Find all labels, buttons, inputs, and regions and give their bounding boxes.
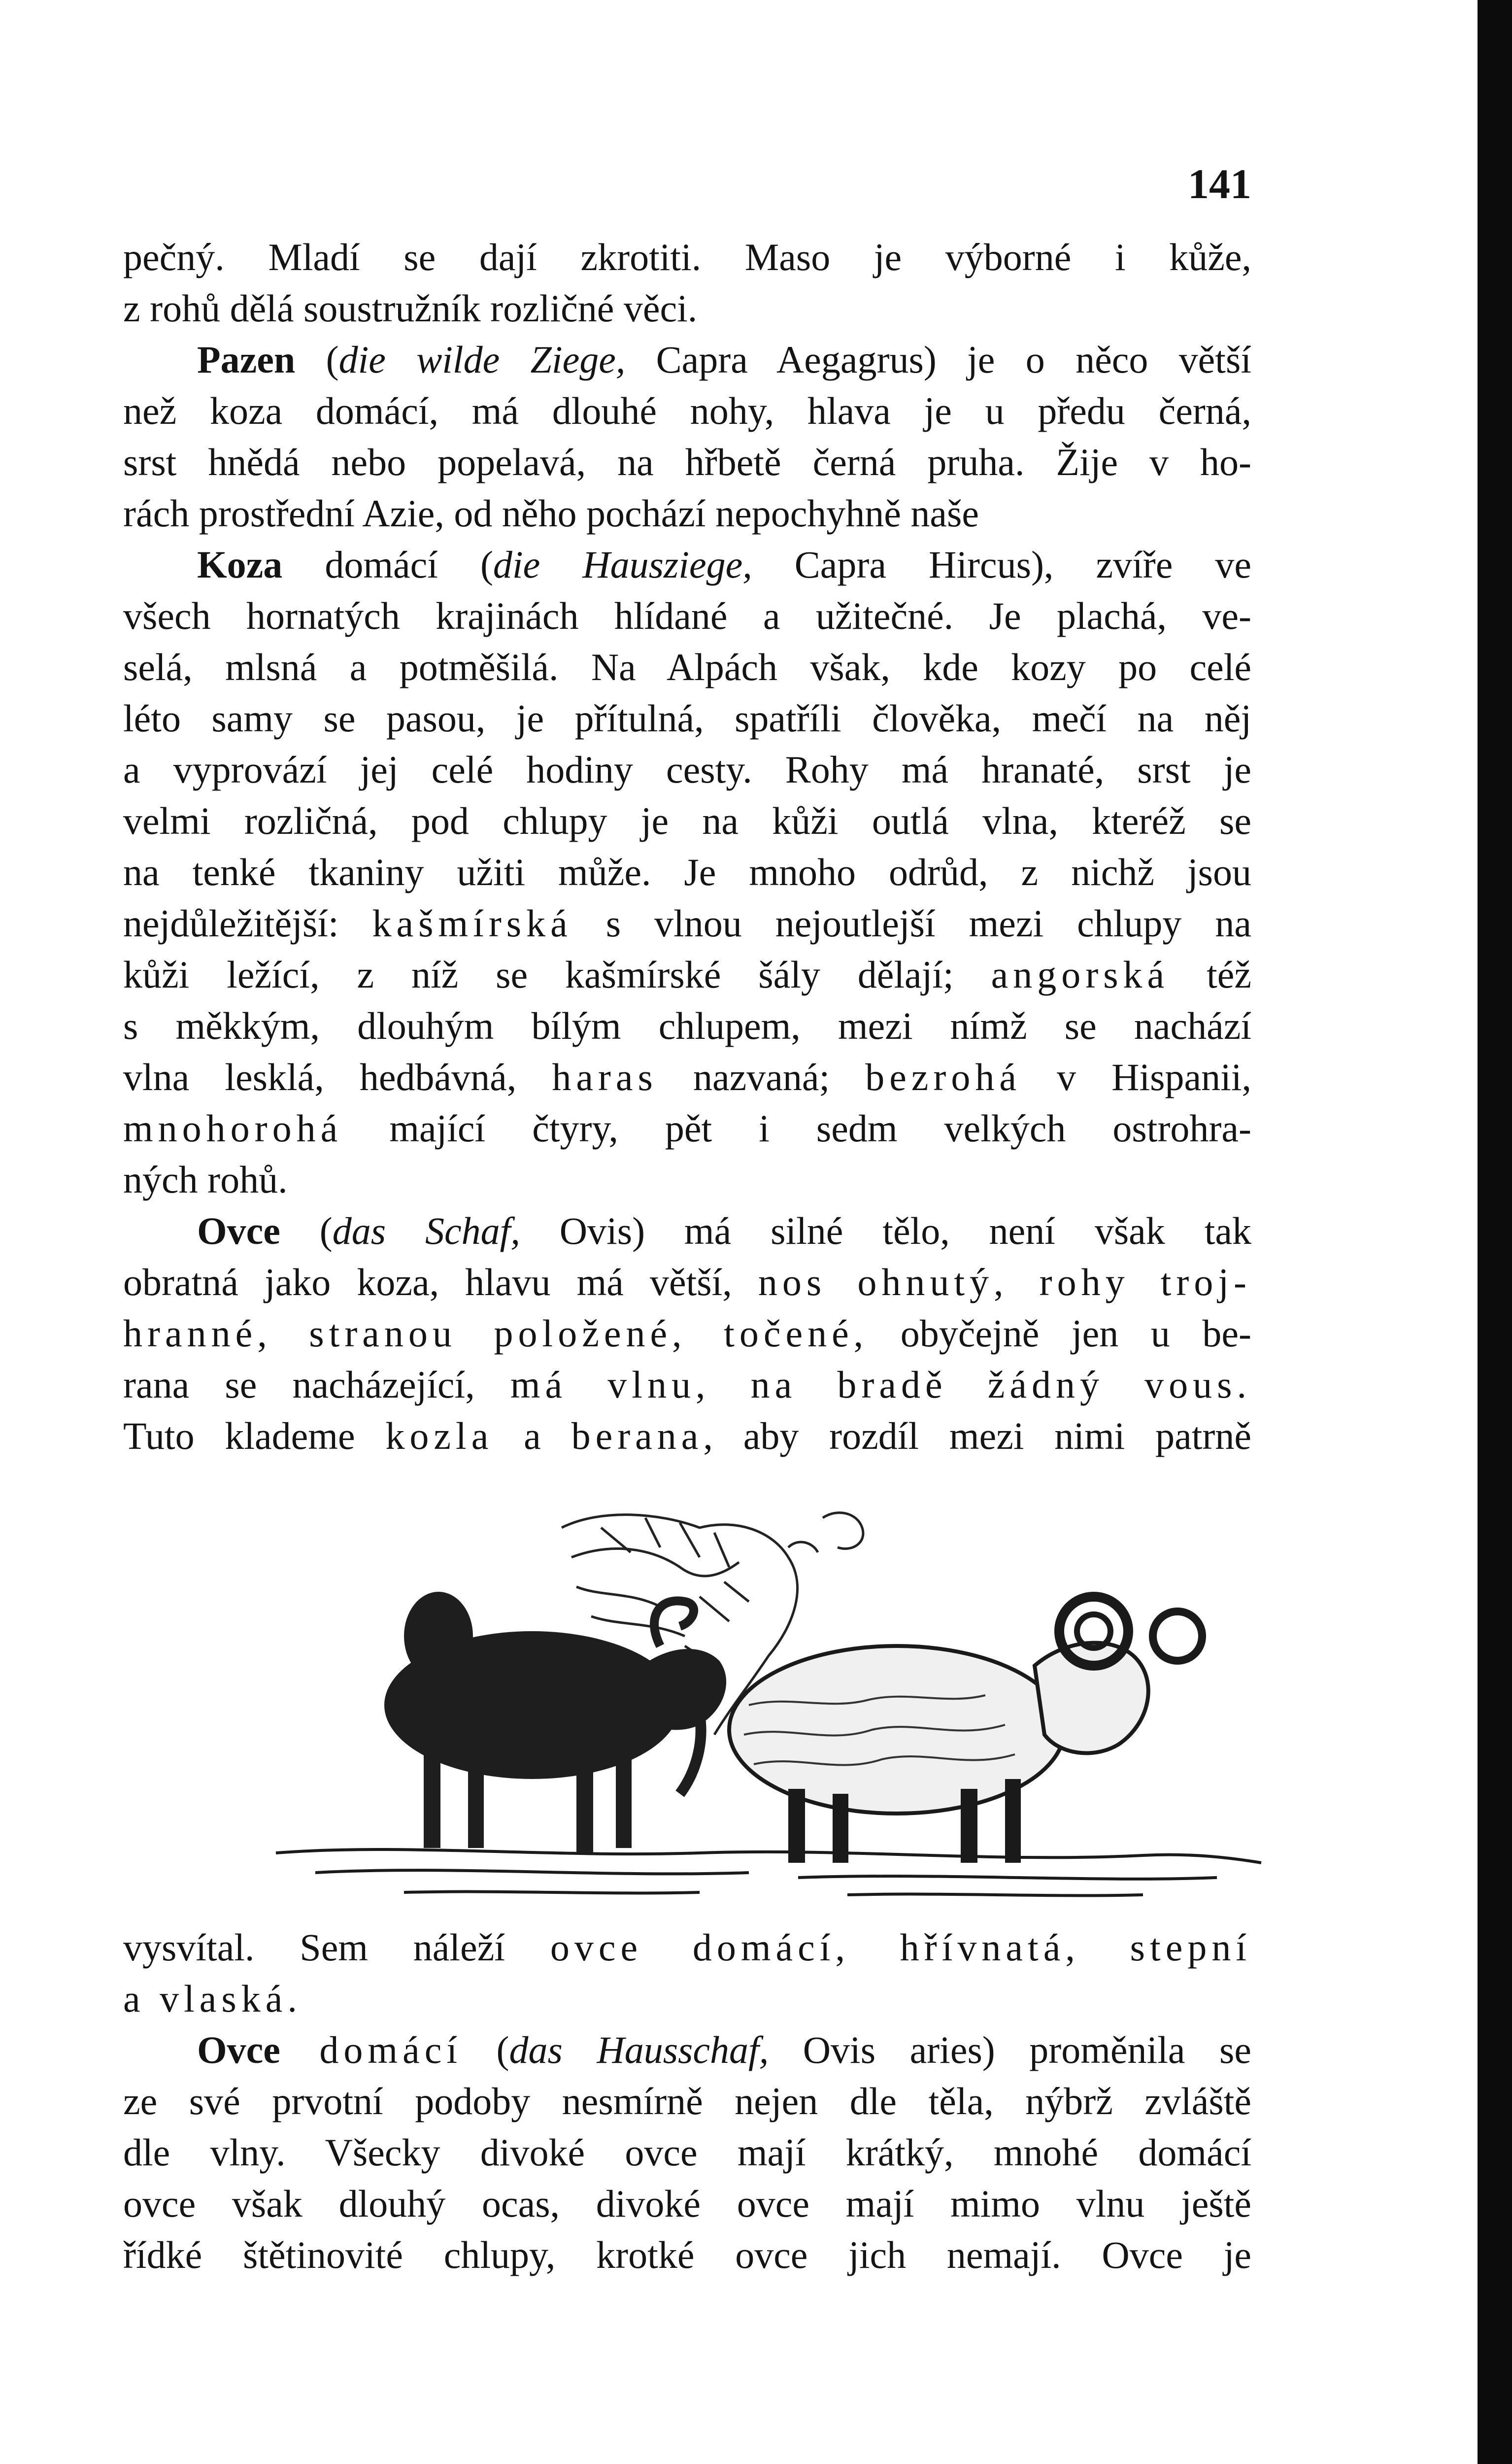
- text-segment: než koza domácí, má dlouhé nohy, hlava je u předu černá,: [123, 389, 1251, 432]
- section-term: Koza: [197, 543, 283, 586]
- text-segment: ovce však dlouhý ocas, divoké ovce mají mimo vlnu ještě: [123, 2182, 1251, 2225]
- text-segment: haras: [552, 1056, 658, 1098]
- text-segment: nazvaná;: [657, 1056, 866, 1098]
- text-segment: mnohorohá: [123, 1107, 343, 1150]
- text-line: [123, 1103, 1251, 1154]
- text-line: [123, 1922, 1251, 1973]
- text-segment: nos ohnutý, rohy troj-: [758, 1261, 1251, 1303]
- ground-line: [276, 1849, 1261, 1895]
- text-segment: domácí (: [282, 543, 493, 586]
- ram-figure: [729, 1597, 1202, 1863]
- text-segment: rana se nacházející,: [123, 1363, 510, 1406]
- text-segment: ovce domácí, hřívnatá, stepní: [550, 1926, 1251, 1969]
- text-segment: velmi rozličná, pod chlupy je na kůži outlá vlna, kteréž se: [123, 799, 1251, 842]
- text-segment: v Hispanii,: [1021, 1056, 1251, 1098]
- text-segment: kozla: [385, 1414, 494, 1457]
- text-segment: Capra Hircus), zvíře ve: [752, 543, 1251, 586]
- text-line: [123, 488, 1251, 539]
- text-line: [123, 232, 1251, 283]
- text-line: [123, 847, 1251, 898]
- text-segment: na tenké tkaniny užiti může. Je mnoho odrůd, z nichž jsou: [123, 851, 1251, 893]
- text-segment: das Schaf,: [332, 1209, 520, 1252]
- text-line: [123, 590, 1251, 642]
- text-segment: pečný. Mladí se dají zkrotiti. Maso je výborné i kůže,: [123, 236, 1251, 278]
- section-term: Pazen: [197, 338, 296, 381]
- text-line: [123, 949, 1251, 1000]
- text-segment: obratná jako koza, hlavu má větší,: [123, 1261, 758, 1303]
- text-line: [123, 2178, 1251, 2229]
- text-segment: rách prostřední Azie, od něho pochází nepochyhně naše: [123, 492, 979, 535]
- text-segment: die wilde Ziege,: [338, 338, 626, 381]
- text-segment: , aby rozdíl mezi nimi patrně: [703, 1414, 1252, 1457]
- text-segment: selá, mlsná a potměšilá. Na Alpách však, kde kozy po celé: [123, 646, 1251, 688]
- text-segment: léto samy se pasou, je přítulná, spatříli člověka, mečí na něj: [123, 697, 1251, 740]
- page-number: 141: [1188, 160, 1251, 207]
- text-line: [123, 2127, 1251, 2178]
- text-segment: (: [462, 2028, 509, 2071]
- text-segment: domácí: [280, 2028, 463, 2071]
- text-line: [123, 334, 1251, 385]
- text-segment: dle vlny. Všecky divoké ovce mají krátký, mnohé domácí: [123, 2131, 1251, 2174]
- text-line: [123, 744, 1251, 795]
- text-line: [123, 539, 1251, 590]
- text-segment: má vlnu, na bradě žádný vous.: [510, 1363, 1251, 1406]
- text-line: [123, 2229, 1251, 2281]
- text-block-lower: [123, 1922, 1251, 2281]
- text-line: [123, 795, 1251, 847]
- text-line: [123, 1205, 1251, 1257]
- goat-and-ram-engraving: [256, 1498, 1281, 1932]
- text-segment: řídké štětinovité chlupy, krotké ovce jich nemají. Ovce je: [123, 2233, 1251, 2276]
- text-segment: (: [280, 1209, 333, 1252]
- text-line: [123, 1257, 1251, 1308]
- text-segment: a vyprovází jej celé hodiny cesty. Rohy má hranaté, srst je: [123, 748, 1251, 791]
- text-line: [123, 693, 1251, 744]
- text-segment: hranné, stranou položené, točené,: [123, 1312, 869, 1355]
- text-segment: Ovis aries) proměnila se: [769, 2028, 1251, 2071]
- text-segment: srst hnědá nebo popelavá, na hřbetě černá pruha. Žije v ho-: [123, 441, 1251, 483]
- section-term: Ovce: [197, 2028, 280, 2071]
- text-segment: kůži ležící, z níž se kašmírské šály dělají;: [123, 953, 991, 996]
- text-segment: berana: [571, 1414, 704, 1457]
- text-line: [123, 1052, 1251, 1103]
- text-segment: a: [493, 1414, 571, 1457]
- text-segment: Capra Aegagrus) je o něco větší: [625, 338, 1251, 381]
- text-segment: bezrohá: [865, 1056, 1022, 1098]
- text-segment: angorská: [991, 953, 1170, 996]
- text-segment: mající čtyry, pět i sedm velkých ostrohra-: [342, 1107, 1251, 1150]
- text-line: [123, 1973, 1251, 2024]
- text-segment: das Hausschaf,: [509, 2028, 769, 2071]
- text-line: [123, 642, 1251, 693]
- text-line: [123, 1154, 1251, 1205]
- text-line: [123, 898, 1251, 949]
- text-line: [123, 2024, 1251, 2076]
- text-line: [123, 437, 1251, 488]
- text-block-upper: [123, 232, 1251, 1462]
- text-segment: vlna lesklá, hedbávná,: [123, 1056, 552, 1098]
- text-line: [123, 2076, 1251, 2127]
- text-line: [123, 1308, 1251, 1359]
- text-segment: s měkkým, dlouhým bílým chlupem, mezi nímž se nachází: [123, 1004, 1251, 1047]
- text-segment: ných rohů.: [123, 1158, 288, 1201]
- text-segment: vysvítal. Sem náleží: [123, 1926, 550, 1969]
- text-line: [123, 385, 1251, 437]
- text-segment: ze své prvotní podoby nesmírně nejen dle těla, nýbrž zvláště: [123, 2080, 1251, 2122]
- text-segment: (: [295, 338, 339, 381]
- section-term: Ovce: [197, 1209, 280, 1252]
- text-line: [123, 1410, 1251, 1462]
- text-segment: Ovis) má silné tělo, není však tak: [520, 1209, 1251, 1252]
- goat-figure: [384, 1592, 726, 1853]
- text-segment: Tuto klademe: [123, 1414, 386, 1457]
- text-line: [123, 283, 1251, 334]
- text-line: [123, 1000, 1251, 1052]
- text-segment: a vlaská.: [123, 1977, 302, 2020]
- text-segment: též: [1169, 953, 1251, 996]
- text-segment: kašmírská: [372, 902, 572, 945]
- text-segment: s vlnou nejoutlejší mezi chlupy na: [572, 902, 1252, 945]
- text-segment: všech hornatých krajinách hlídané a užitečné. Je plachá, ve-: [123, 594, 1251, 637]
- text-segment: obyčejně jen u be-: [868, 1312, 1251, 1355]
- text-line: [123, 1359, 1251, 1410]
- text-segment: nejdůležitější:: [123, 902, 372, 945]
- text-segment: die Hausziege,: [493, 543, 752, 586]
- text-segment: z rohů dělá soustružník rozličné věci.: [123, 287, 698, 330]
- scan-edge-right: [1478, 0, 1512, 2464]
